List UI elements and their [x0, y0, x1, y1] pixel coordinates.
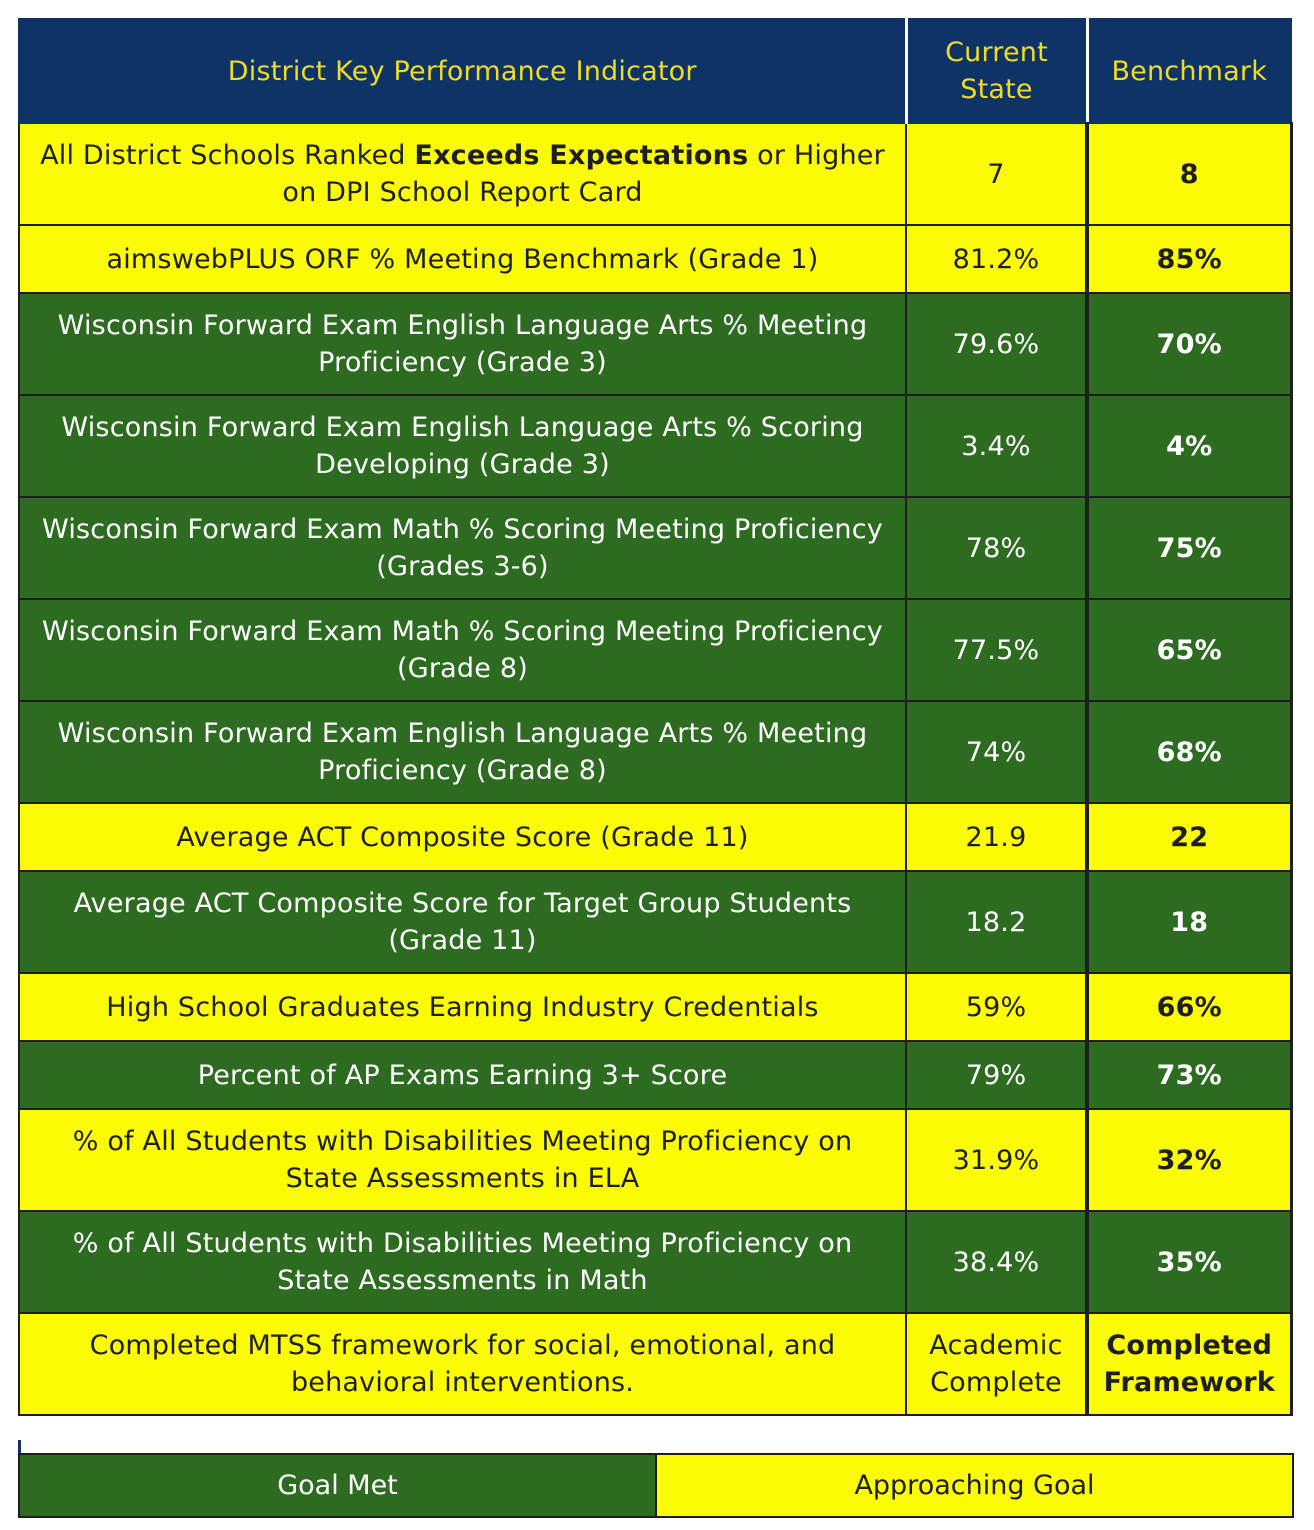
table-row: [19, 701, 1291, 803]
table-row: [19, 871, 1291, 973]
benchmark-cell: 65%: [1087, 599, 1291, 701]
indicator-cell: Wisconsin Forward Exam Math % Scoring Meeting Proficiency (Grade 8): [19, 599, 906, 701]
table-row: [19, 803, 1291, 871]
indicator-cell: % of All Students with Disabilities Meeting Proficiency on State Assessments in ELA: [19, 1109, 906, 1211]
current-cell: 18.2: [906, 871, 1087, 973]
table-row: [19, 1109, 1291, 1211]
indicator-cell: Average ACT Composite Score for Target Group Students (Grade 11): [19, 871, 906, 973]
indicator-cell: % of All Students with Disabilities Meeting Proficiency on State Assessments in Math: [19, 1211, 906, 1313]
header-current-state: Current State: [906, 19, 1087, 123]
kpi-table: [18, 18, 1293, 1416]
header-indicator: District Key Performance Indicator: [19, 19, 906, 123]
benchmark-cell: 70%: [1087, 293, 1291, 395]
current-cell: 3.4%: [906, 395, 1087, 497]
current-cell: 7: [906, 123, 1087, 225]
indicator-cell: Wisconsin Forward Exam Math % Scoring Meeting Proficiency (Grades 3-6): [19, 497, 906, 599]
benchmark-cell: 35%: [1087, 1211, 1291, 1313]
indicator-text: or Higher on DPI School Report Card: [282, 140, 885, 208]
benchmark-cell: 4%: [1087, 395, 1291, 497]
table-row: [19, 973, 1291, 1041]
table-row: [19, 293, 1291, 395]
benchmark-cell: 66%: [1087, 973, 1291, 1041]
current-cell: 21.9: [906, 803, 1087, 871]
benchmark-cell: 85%: [1087, 225, 1291, 293]
table-row: [19, 1313, 1291, 1415]
table-row: [19, 1211, 1291, 1313]
table-row: [19, 225, 1291, 293]
benchmark-cell: 32%: [1087, 1109, 1291, 1211]
table-row: [19, 1041, 1291, 1109]
benchmark-cell: 8: [1087, 123, 1291, 225]
benchmark-cell: 18: [1087, 871, 1291, 973]
legend-divider-mark: [18, 1440, 21, 1454]
current-cell: 31.9%: [906, 1109, 1087, 1211]
indicator-text: All District Schools Ranked: [40, 140, 415, 171]
current-cell: Academic Complete: [906, 1313, 1087, 1415]
indicator-cell: Percent of AP Exams Earning 3+ Score: [19, 1041, 906, 1109]
indicator-cell: Wisconsin Forward Exam English Language Arts % Scoring Developing (Grade 3): [19, 395, 906, 497]
current-cell: 81.2%: [906, 225, 1087, 293]
benchmark-cell: 22: [1087, 803, 1291, 871]
current-cell: 59%: [906, 973, 1087, 1041]
current-cell: 79%: [906, 1041, 1087, 1109]
header-row: [19, 19, 1291, 123]
header-benchmark: Benchmark: [1087, 19, 1291, 123]
legend-approaching-goal: Approaching Goal: [657, 1455, 1292, 1516]
indicator-cell: Wisconsin Forward Exam English Language Arts % Meeting Proficiency (Grade 3): [19, 293, 906, 395]
table-row: [19, 497, 1291, 599]
table-row: [19, 395, 1291, 497]
indicator-cell: [19, 123, 906, 225]
indicator-cell: Average ACT Composite Score (Grade 11): [19, 803, 906, 871]
current-cell: 79.6%: [906, 293, 1087, 395]
indicator-emphasis: Exceeds Expectations: [414, 140, 749, 171]
indicator-cell: aimswebPLUS ORF % Meeting Benchmark (Grade 1): [19, 225, 906, 293]
table-row: [19, 123, 1291, 225]
legend-goal-met: Goal Met: [20, 1455, 657, 1516]
indicator-cell: Completed MTSS framework for social, emotional, and behavioral interventions.: [19, 1313, 906, 1415]
table-row: [19, 599, 1291, 701]
benchmark-cell: Completed Framework: [1087, 1313, 1291, 1415]
benchmark-cell: 75%: [1087, 497, 1291, 599]
benchmark-cell: 73%: [1087, 1041, 1291, 1109]
current-cell: 38.4%: [906, 1211, 1087, 1313]
indicator-cell: Wisconsin Forward Exam English Language Arts % Meeting Proficiency (Grade 8): [19, 701, 906, 803]
current-cell: 77.5%: [906, 599, 1087, 701]
legend: [18, 1453, 1294, 1518]
current-cell: 78%: [906, 497, 1087, 599]
current-cell: 74%: [906, 701, 1087, 803]
indicator-cell: High School Graduates Earning Industry Credentials: [19, 973, 906, 1041]
benchmark-cell: 68%: [1087, 701, 1291, 803]
